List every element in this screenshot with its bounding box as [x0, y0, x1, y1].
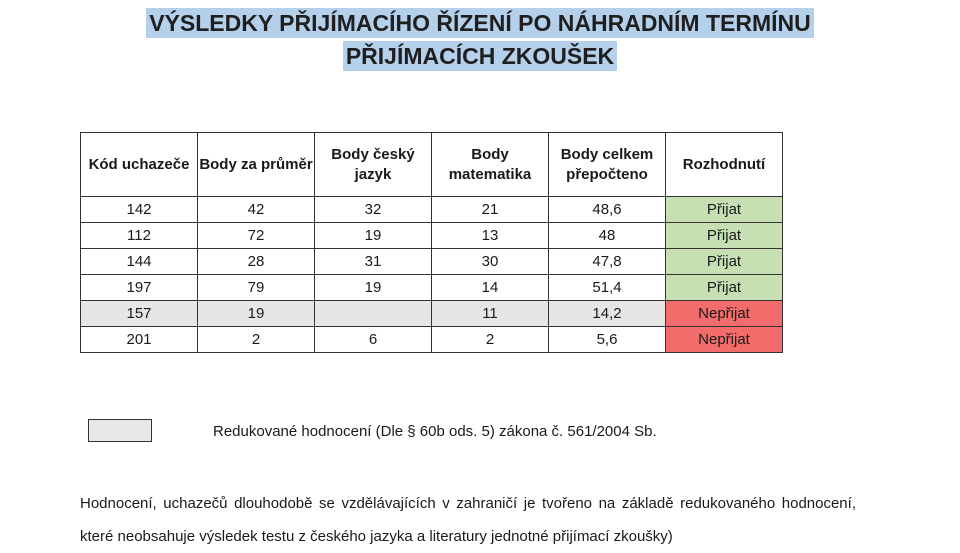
cell-math: 2: [432, 327, 549, 353]
cell-code: 144: [81, 249, 198, 275]
results-table: [80, 132, 783, 353]
header-avg: Body za průměr: [198, 133, 315, 197]
header-decision: Rozhodnutí: [666, 133, 783, 197]
cell-avg: 79: [198, 275, 315, 301]
cell-avg: 72: [198, 223, 315, 249]
cell-code: 142: [81, 197, 198, 223]
cell-code: 201: [81, 327, 198, 353]
table-row: [81, 327, 783, 353]
cell-czech: 19: [315, 223, 432, 249]
cell-czech: 6: [315, 327, 432, 353]
decision-rejected: Nepřijat: [666, 327, 783, 353]
table-row: [81, 275, 783, 301]
cell-avg: 19: [198, 301, 315, 327]
cell-math: 13: [432, 223, 549, 249]
header-total: Body celkem přepočteno: [549, 133, 666, 197]
cell-math: 30: [432, 249, 549, 275]
cell-czech: [315, 301, 432, 327]
decision-rejected: Nepřijat: [666, 301, 783, 327]
cell-total: 5,6: [549, 327, 666, 353]
cell-code: 112: [81, 223, 198, 249]
cell-math: 21: [432, 197, 549, 223]
cell-math: 14: [432, 275, 549, 301]
cell-total: 48: [549, 223, 666, 249]
legend-text: Redukované hodnocení (Dle § 60b ods. 5) zákona č. 561/2004 Sb.: [213, 423, 657, 440]
title-line-1: VÝSLEDKY PŘIJÍMACÍHO ŘÍZENÍ PO NÁHRADNÍM TERMÍNU: [146, 8, 814, 38]
decision-accepted: Přijat: [666, 249, 783, 275]
table-row: [81, 223, 783, 249]
cell-code: 197: [81, 275, 198, 301]
legend-swatch: [88, 419, 152, 442]
title-line-2: PŘIJÍMACÍCH ZKOUŠEK: [343, 41, 617, 71]
cell-czech: 19: [315, 275, 432, 301]
cell-avg: 28: [198, 249, 315, 275]
table-header-row: [81, 133, 783, 197]
table-row-reduced: [81, 301, 783, 327]
cell-czech: 31: [315, 249, 432, 275]
cell-avg: 42: [198, 197, 315, 223]
decision-accepted: Přijat: [666, 275, 783, 301]
table-row: [81, 249, 783, 275]
table-row: [81, 197, 783, 223]
cell-code: 157: [81, 301, 198, 327]
cell-total: 47,8: [549, 249, 666, 275]
note-paragraph: Hodnocení, uchazečů dlouhodobě se vzdělávajících v zahraničí je tvořeno na základě redukovaného hodnocení, které neobsahuje výsledek testu z českého jazyka a literatury jednotné přijímací zkoušky): [80, 495, 856, 545]
cell-math: 11: [432, 301, 549, 327]
cell-total: 51,4: [549, 275, 666, 301]
header-czech: Body český jazyk: [315, 133, 432, 197]
cell-total: 48,6: [549, 197, 666, 223]
decision-accepted: Přijat: [666, 223, 783, 249]
cell-total: 14,2: [549, 301, 666, 327]
header-code: Kód uchazeče: [81, 133, 198, 197]
document-title: [0, 8, 960, 74]
cell-avg: 2: [198, 327, 315, 353]
cell-czech: 32: [315, 197, 432, 223]
decision-accepted: Přijat: [666, 197, 783, 223]
header-math: Body matematika: [432, 133, 549, 197]
